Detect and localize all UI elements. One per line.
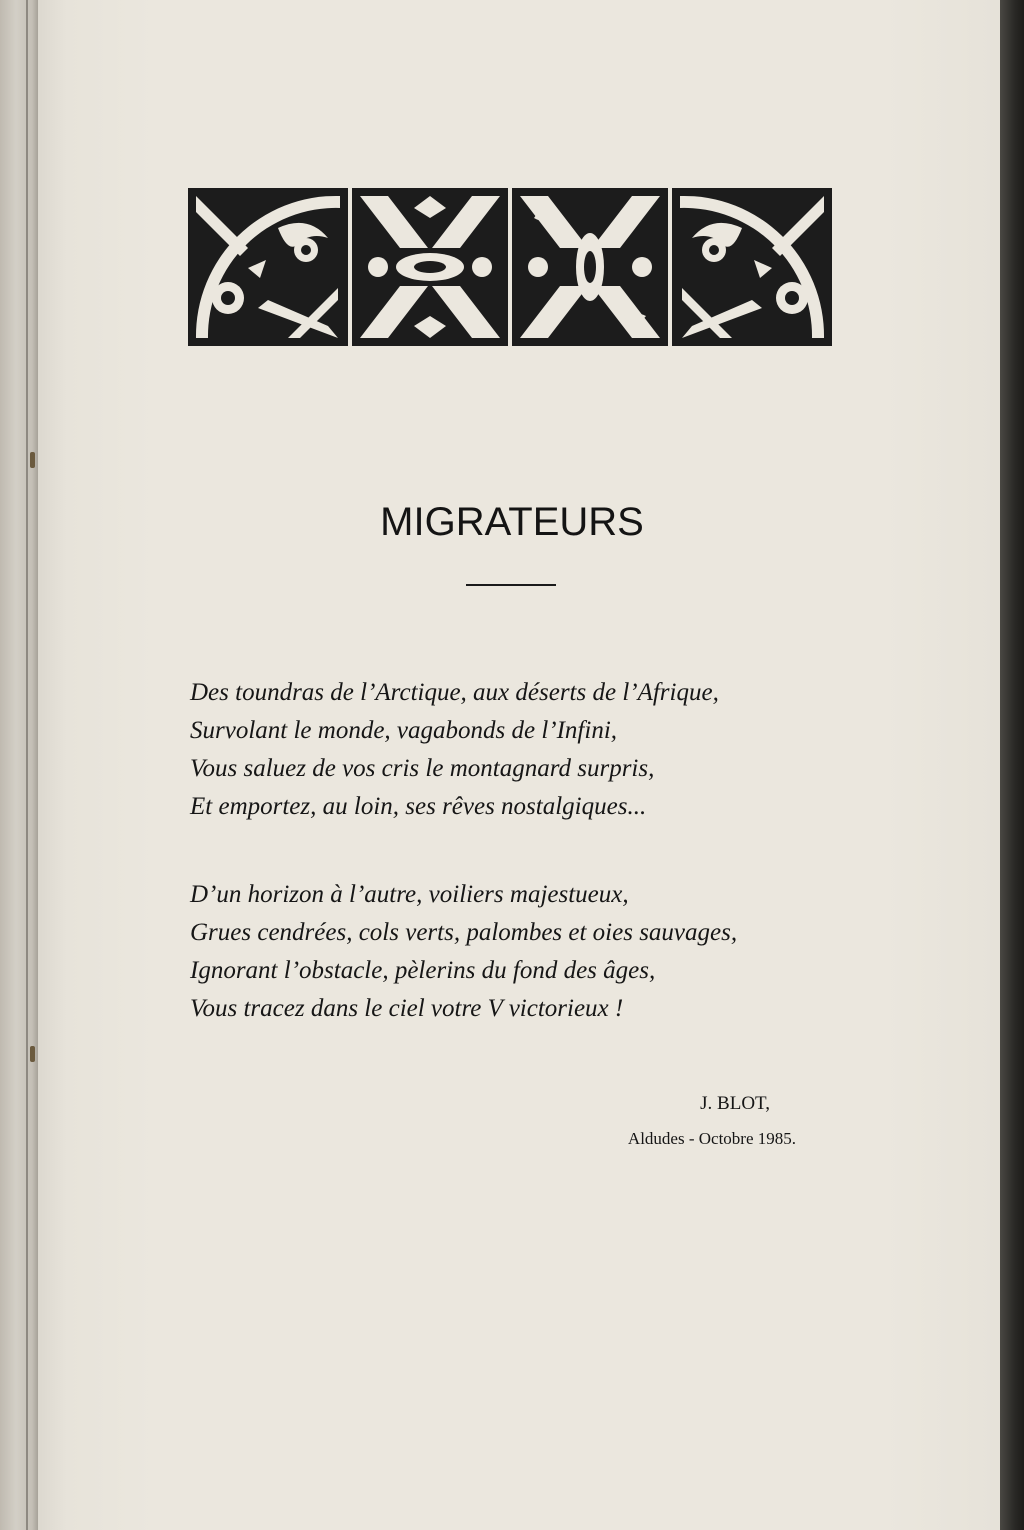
place-and-date: Aldudes - Octobre 1985. bbox=[627, 1129, 796, 1148]
title-divider bbox=[466, 584, 556, 586]
poem-line: Ignorant l’obstacle, pèlerins du fond des âges, bbox=[190, 957, 656, 984]
poem-line: Vous saluez de vos cris le montagnard surpris, bbox=[190, 755, 655, 782]
poem-line: Survolant le monde, vagabonds de l’Infini, bbox=[190, 717, 618, 744]
staple-mark bbox=[30, 1046, 35, 1062]
basque-decorative-band-icon bbox=[188, 188, 832, 346]
poem-line: Grues cendrées, cols verts, palombes et oies sauvages, bbox=[190, 919, 738, 946]
binding-gutter bbox=[0, 0, 40, 1530]
stanza bbox=[190, 674, 850, 826]
poem-line: D’un horizon à l’autre, voiliers majestueux, bbox=[190, 881, 629, 908]
poem-title: MIGRATEURS bbox=[380, 500, 644, 544]
poem-line: Vous tracez dans le ciel votre V victorieux ! bbox=[190, 995, 624, 1022]
poem-line: Et emportez, au loin, ses rêves nostalgiques... bbox=[190, 793, 647, 820]
page-edge bbox=[1000, 0, 1024, 1530]
author-signature: J. BLOT, bbox=[700, 1093, 770, 1114]
poem-line: Des toundras de l’Arctique, aux déserts de l’Afrique, bbox=[190, 679, 719, 706]
spine-line bbox=[26, 0, 28, 1530]
staple-mark bbox=[30, 452, 35, 468]
stanza bbox=[190, 876, 850, 1028]
